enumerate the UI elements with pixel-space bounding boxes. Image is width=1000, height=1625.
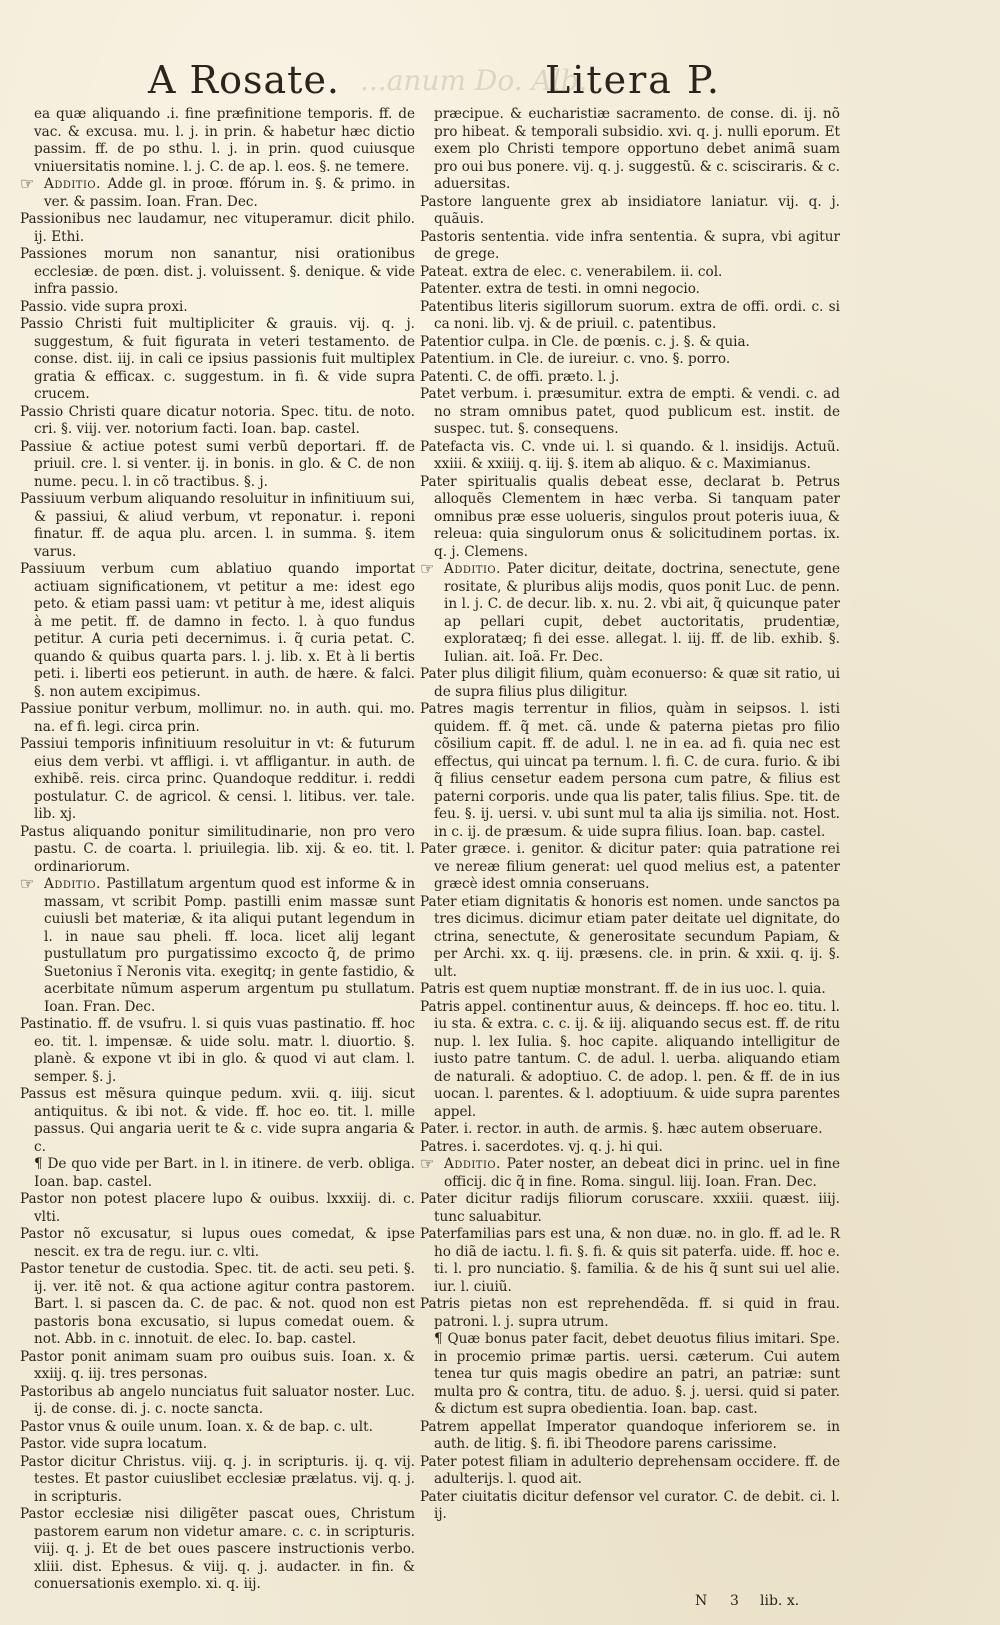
lexicon-entry: Pastoribus ab angelo nunciatus fuit saluator noster. Luc. ij. de conse. di. j. c. nocte sancta.: [20, 1383, 415, 1417]
lexicon-entry: Pastor non potest placere lupo & ouibus. lxxxiij. di. c. vlti.: [20, 1191, 415, 1225]
lexicon-entry: Passio. vide supra proxi.: [20, 298, 188, 315]
lexicon-entry: Patres magis terrentur in filios, quàm in seipsos. l. isti quidem. ff. q̃ met. cã. unde & paterna pietas pro filio cõsilium capit. ff. de adul. l. ne in ea. ad fi. quia nec est effectus, qui uincat pa ternum. l. fi. C. de cura. furio. & ibi q̃ filius censetur eadem persona cum patre, & filius est paterni corporis. unde qua lis pater, talis filius. Spe. tit. de feu. §. ij. uersi. v. ubi sunt mul ta alia ijs similia. not. Host. in c. ij. de præsum. & uide supra filius. Ioan. bap. castel.: [420, 701, 840, 840]
lexicon-entry: Patentior culpa. in Cle. de pœnis. c. j. §. & quia.: [420, 333, 750, 350]
pointing-hand-icon: ☞: [20, 874, 35, 893]
lexicon-entry: Patenti. C. de offi. præto. l. j.: [420, 368, 620, 385]
signature-number: 3: [730, 1593, 739, 1609]
addition-entry: [20, 176, 415, 211]
lexicon-entry: Pastor nõ excusatur, si lupus oues comedat, & ipse nescit. ex tra de regu. iur. c. vlti.: [20, 1226, 415, 1260]
bleed-through-text: ...anum Do. Alb...: [360, 64, 606, 97]
lexicon-entry: Pater spiritualis qualis debeat esse, declarat b. Petrus alloquẽs Clementem in hæc verba. Si tanquam pater omnibus præ esse uolueris, singulos prout poteris iuua, & releua: quia singulorum onus & solicitudinem portas. ix. q. j. Clemens.: [420, 473, 840, 560]
lexicon-entry: Patris appel. continentur auus, & deinceps. ff. hoc eo. titu. l. iu sta. & extra. c. c. ij. & iij. aliquando secus est. ff. de ritu nup. l. lex Iulia. §. hoc capite. aliquando intelligitur de iusto patre tantum. C. de adul. l. uerba. aliquando etiam de naturali. & adoptiuo. C. de adop. l. pen. & ff. de in ius uocan. l. parentes. & l. adoptiuum. & uide supra parentes appel.: [420, 998, 840, 1120]
lexicon-entry: Pater ciuitatis dicitur defensor vel curator. C. de debit. ci. l. ij.: [420, 1488, 840, 1522]
continued-entry: præcipue. & eucharistiæ sacramento. de conse. di. ij. nõ pro hibeat. & temporali subsidio. xvi. q. j. nulli eporum. Et exem plo Christi tempore opportuno debet animã suam pro oui bus ponere. vij. q. j. suggestũ. & c. scisciraris. & c. aduersitas.: [434, 106, 840, 192]
entry-text: Pastillatum argentum quod est informe & in massam, vt scribit Pomp. pastilli enim massæ sunt cuiusli bet materiæ, & ita aliqui putant legendum in l. in naue sau pheli. ff. loca. licet alij legant pustullatum pro purgatissimo excocto q̃, de primo Suetonius ĩ Neronis vita. exegitq; in gente fastidio, & acerbitate nũmum asperum argentum pu stullatum. Ioan. Fran. Dec.: [44, 876, 415, 1015]
lexicon-entry: Pastoris sententia. vide infra sententia. & supra, vbi agitur de grege.: [420, 228, 840, 262]
lexicon-entry: Pater etiam dignitatis & honoris est nomen. unde sanctos pa tres dicimus. dicimur etiam pater deitate uel dignitate, do ctrina, senectute, & generositate secundum Papiam, & per Archi. xx. q. iij. præsens. cle. in prin. & xxii. q. ij. §. ult.: [420, 893, 840, 980]
lexicon-entry: Pastor. vide supra locatum.: [20, 1436, 208, 1452]
lexicon-entry: Pastor ponit animam suam pro ouibus suis. Ioan. x. & xxiij. q. iij. tres personas.: [20, 1348, 415, 1382]
lexicon-entry: Pastinatio. ff. de vsufru. l. si quis vuas pastinatio. ff. hoc eo. tit. l. impensæ. & uide solu. matr. l. diuortio. §. planè. & expone vt ibi in glo. & quod vi aut clam. l. semper. §. j.: [20, 1016, 415, 1085]
lexicon-entry: Pastor ecclesiæ nisi diligẽter pascat oues, Christum pastorem earum non videtur amare. c. c. in scripturis. viij. q. j. Et de bet oues pascere instructionis verbo. xliii. dist. Ephesus. & viij. q. j. audacter. in fin. & conuersationis exemplo. xi. q. iij.: [20, 1506, 415, 1592]
addition-entry: [420, 1156, 840, 1191]
lexicon-entry: Pastor dicitur Christus. viij. q. j. in scripturis. ij. q. vij. testes. Et pastor cuiuslibet ecclesiæ prælatus. vij. q. j. in scripturis.: [20, 1453, 415, 1505]
addition-label: Additio.: [444, 1156, 507, 1172]
lexicon-entry: Pater. i. rector. in auth. de armis. §. hæc autem obseruare.: [420, 1121, 823, 1137]
lexicon-entry: Patris pietas non est reprehendẽda. ff. si quid in frau. patroni. l. j. supra utrum.: [420, 1296, 840, 1330]
lexicon-entry: Passiuum verbum cum ablatiuo quando importat actiuam significationem, vt petitur a me: idest ego peto. & etiam passi uam: vt petitur à me, idest aliquis à me petit. ff. de damno in fecto. l. à quo fundus petitur. A curia peti decernimus. i. q̃ curia petat. C. quando & quibus quarta pars. l. j. lib. x. Et à li bertis peti. i. liberti eos petierunt. in auth. de hære. & falci. §. non autem excipimus.: [20, 561, 415, 700]
lexicon-entry: Pater potest filiam in adulterio deprehensam occidere. ff. de adulterijs. l. quod ait.: [420, 1453, 840, 1487]
lexicon-entry: Pater plus diligit filium, quàm econuerso: & quæ sit ratio, ui de supra filius plus diligitur.: [420, 666, 840, 700]
addition-entry: [420, 561, 840, 666]
lexicon-entry: Pastor vnus & ouile unum. Ioan. x. & de bap. c. ult.: [20, 1418, 373, 1435]
lexicon-entry: Pastus aliquando ponitur similitudinarie, non pro vero pastu. C. de coarta. l. priuilegia. lib. xij. & eo. tit. l. ordinariorum.: [20, 823, 415, 875]
lexicon-entry: Pater dicitur radijs filiorum coruscare. xxxiii. quæst. iiij. tunc saluabitur.: [420, 1191, 840, 1225]
lexicon-entry: Pater græce. i. genitor. & dicitur pater: quia patratione rei ve nereæ filium generat: uel quod melius est, a patenter græcè idest omnia conseruans.: [420, 841, 840, 892]
lexicon-entry: Patres. i. sacerdotes. vj. q. j. hi qui.: [420, 1138, 663, 1155]
pointing-hand-icon: ☞: [420, 1154, 435, 1173]
addition-entry: [20, 876, 415, 1016]
header-right-title: Litera P.: [545, 58, 721, 102]
lexicon-entry: Passionibus nec laudamur, nec vituperamur. dicit philo. ij. Ethi.: [20, 211, 415, 245]
lexicon-entry: Patet verbum. i. præsumitur. extra de empti. & vendi. c. ad no stram omnibus patet, quod publicum est. instit. de suspec. tut. §. consequens.: [420, 386, 840, 437]
header-left-title: A Rosate.: [148, 58, 341, 102]
lexicon-entry: ¶ Quæ bonus pater facit, debet deuotus filius imitari. Spe. in procemio primæ partis. uersi. cæterum. Cui autem tenea tur quis magis obedire an patri, an patriæ: sunt multa pro & contra, titu. de aduo. §. j. uersi. quid si pater. & dictum est supra obedientia. Ioan. bap. cast.: [434, 1331, 840, 1417]
right-column: [420, 106, 840, 1524]
addition-label: Additio.: [444, 561, 508, 577]
continued-entry: ea quæ aliquando .i. fine præfinitione temporis. ff. de vac. & excusa. mu. l. j. in prin. & habetur hæc dictio passim. ff. de po sthu. l. j. in prin. quod cuiusque vniuersitatis nomine. l. j. C. de ap. l. eos. §. ne temere.: [34, 106, 415, 175]
lexicon-entry: Patentibus literis sigillorum suorum. extra de offi. ordi. c. si ca noni. lib. vj. & de priuil. c. patentibus.: [420, 298, 840, 332]
running-header: [0, 58, 1000, 108]
entry-text: Adde gl. in proœ. ffórum in. §. & primo. in ver. & passim. Ioan. Fran. Dec.: [44, 176, 415, 210]
addition-label: Additio.: [44, 876, 107, 892]
addition-label: Additio.: [44, 176, 108, 192]
lexicon-entry: ¶ De quo vide per Bart. in l. in itinere. de verb. obliga. Ioan. bap. castel.: [34, 1156, 415, 1190]
entry-text: Pater dicitur, deitate, doctrina, senectute, gene rositate, & pluribus alijs modis, quos ponit Luc. de penn. in l. j. C. de decur. lib. x. nu. 2. vbi ait, q̃ quicunque pater ap pellari cupit, debet auctoritatis, prudentiæ, exploratæq; fi dei esse. allegat. l. iij. ff. de lib. exhib. §. Iulian. ait. Ioã. Fr. Dec.: [444, 561, 841, 665]
lexicon-entry: Pastor tenetur de custodia. Spec. tit. de acti. seu peti. §. ij. ver. itẽ not. & qua actione agitur contra pastorem. Bart. l. si pascen da. C. de pac. & not. quod non est pastoris bona excusatio, si lupus comedat ouem. & not. Abb. in c. innotuit. de elec. Io. bap. castel.: [20, 1261, 415, 1347]
lexicon-entry: Patris est quem nuptiæ monstrant. ff. de in ius uoc. l. quia.: [420, 981, 826, 997]
catchword: lib. x.: [760, 1593, 800, 1609]
lexicon-entry: Passiones morum non sanantur, nisi orationibus ecclesiæ. de pœn. dist. j. voluissent. §. denique. & vide infra passio.: [20, 246, 415, 297]
pointing-hand-icon: ☞: [420, 559, 435, 578]
lexicon-entry: Passio Christi quare dicatur notoria. Spec. titu. de noto. cri. §. viij. ver. notorium facti. Ioan. bap. castel.: [20, 403, 415, 437]
entry-text: Pater noster, an debeat dici in princ. uel in fine officij. dic q̃ in fine. Roma. singul. liij. Ioan. Fran. Dec.: [444, 1156, 841, 1190]
lexicon-entry: Passiui temporis infinitiuum resoluitur in vt: & futurum eius dem verbi. vt affligi. i. vt affligantur. in auth. de exhibẽ. reis. circa princ. Quandoque redditur. i. reddi postulatur. C. de agricol. & censi. l. litibus. ver. tale. lib. xj.: [20, 736, 415, 822]
lexicon-entry: Passus est mẽsura quinque pedum. xvii. q. iiij. sicut antiquitus. & ibi not. & vide. ff. hoc eo. tit. l. mille passus. Qui angaria uerit te & c. vide supra angaria & c.: [20, 1086, 415, 1155]
lexicon-entry: Patentium. in Cle. de iureiur. c. vno. §. porro.: [420, 351, 731, 367]
pointing-hand-icon: ☞: [20, 174, 35, 193]
left-column: [20, 106, 415, 1594]
lexicon-entry: Passiue & actiue potest sumi verbũ deportari. ff. de priuil. cre. l. si venter. ij. in bonis. in glo. & C. de non nume. pecu. l. in cõ tractibus. §. j.: [20, 438, 415, 490]
lexicon-entry: Patrem appellat Imperator quandoque inferiorem se. in auth. de litig. §. fi. ibi Theodore parens carissime.: [420, 1418, 840, 1452]
page-footer: [0, 1593, 1000, 1613]
lexicon-entry: Passio Christi fuit multipliciter & grauis. vij. q. j. suggestum, & fuit figurata in veteri testamento. de conse. dist. iij. in cali ce ipsius passionis fuit multiplex gratia & efficax. c. suggestum. in fi. & vide supra crucem.: [20, 316, 415, 402]
lexicon-entry: Pateat. extra de elec. c. venerabilem. ii. col.: [420, 263, 723, 280]
lexicon-entry: Patenter. extra de testi. in omni negocio.: [420, 281, 700, 297]
signature-mark: N: [695, 1593, 708, 1609]
lexicon-entry: Passiuum verbum aliquando resoluitur in infinitiuum sui, & passiui, & aliud verbum, vt reponatur. i. reponi finatur. ff. de aqua plu. arcen. l. in summa. §. item varus.: [20, 491, 415, 560]
lexicon-entry: Pastore languente grex ab insidiatore laniatur. vij. q. j. quãuis.: [420, 193, 840, 227]
lexicon-entry: Paterfamilias pars est una, & non duæ. no. in glo. ff. ad le. R ho diã de iactu. l. fi. §. fi. & quis sit paterfa. uide. ff. hoc e. ti. l. pro nunciatio. §. familia. & de his q̃ sunt sui uel alie. iur. l. ciuiũ.: [420, 1226, 840, 1295]
lexicon-entry: Passiue ponitur verbum, mollimur. no. in auth. qui. mo. na. ef fi. legi. circa prin.: [20, 701, 415, 735]
lexicon-entry: Patefacta vis. C. vnde ui. l. si quando. & l. insidijs. Actuũ. xxiii. & xxiiij. q. iij. §. item ab aliquo. & c. Maximianus.: [420, 438, 840, 472]
